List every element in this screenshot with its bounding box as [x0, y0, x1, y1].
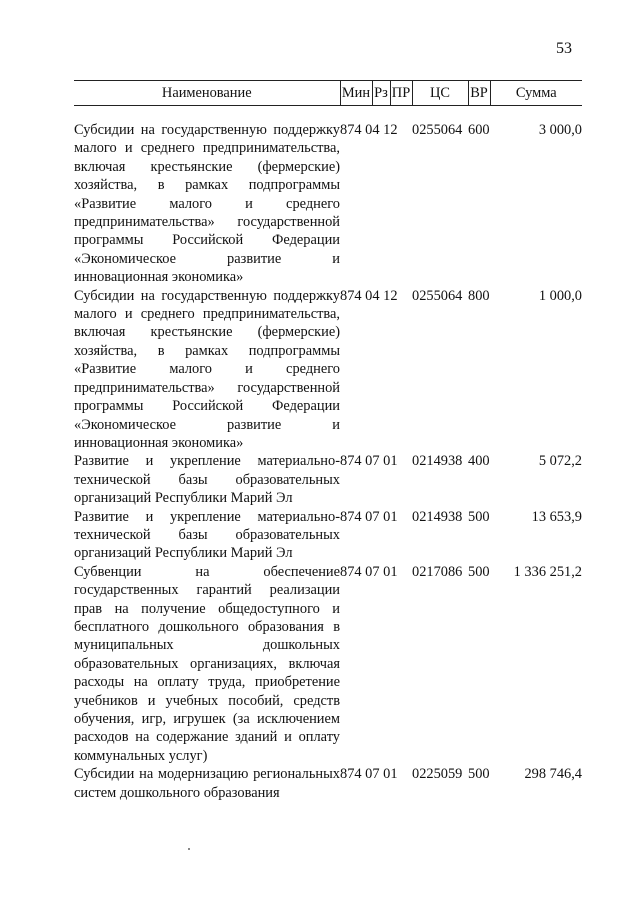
header-rz: Рз [372, 81, 390, 106]
row-vr: 600 [468, 122, 490, 138]
row-codes: 874 04 12 [340, 122, 398, 138]
row-sum: 13 653,9 [531, 508, 582, 525]
table-row [74, 508, 582, 563]
row-sum: 3 000,0 [538, 122, 582, 138]
table-row [74, 765, 582, 802]
row-name: Субсидии на модернизацию региональных систем дошкольного образования [74, 766, 340, 801]
header-name: Наименование [74, 81, 340, 106]
scan-dot [188, 848, 190, 850]
header-vr: ВР [468, 81, 490, 106]
table-row [74, 121, 582, 287]
table-header-row [74, 81, 582, 106]
row-cs: 0225059 [412, 766, 463, 783]
row-codes: 874 07 01 [340, 766, 398, 783]
row-cs: 0255064 [412, 122, 463, 138]
row-cs: 0214938 [412, 508, 463, 525]
row-name: Развитие и укрепление материально-технической базы образовательных организаций Республики Марий Эл [74, 508, 340, 562]
row-name: Субвенции на обеспечение государственных гарантий реализации прав на получение общедоступного и бесплатного дошкольного образования в муниципальных дошкольных образовательных организациях, включая расходы на оплату труда, приобретение учебников и учебных пособий, средств обучения, игр, игрушек (за исключением расходов на содержание зданий и оплату коммунальных услуг) [74, 563, 340, 764]
header-sum: Сумма [490, 81, 582, 106]
row-cs: 0217086 [412, 563, 463, 580]
row-sum: 298 746,4 [524, 766, 582, 783]
row-cs: 0255064 [412, 287, 463, 304]
header-cs: ЦС [412, 81, 468, 106]
row-sum: 1 336 251,2 [513, 563, 582, 580]
page-number: 53 [556, 40, 572, 57]
row-name: Субсидии на государственную поддержку малого и среднего предпринимательства, включая крестьянские (фермерские) хозяйства, в рамках подпрограммы «Развитие малого и среднего предпринимательства» государственной программы Российской Федерации «Экономическое развитие и инновационная экономика» [74, 287, 340, 451]
row-codes: 874 07 01 [340, 563, 398, 580]
row-name: Развитие и укрепление материально-технической базы образовательных организаций Республики Марий Эл [74, 453, 340, 507]
row-codes: 874 07 01 [340, 453, 398, 470]
table-row [74, 452, 582, 507]
table-row [74, 563, 582, 765]
table-row [74, 287, 582, 453]
row-vr: 400 [468, 453, 490, 470]
row-vr: 800 [468, 287, 490, 304]
header-pr: ПР [390, 81, 412, 106]
row-vr: 500 [468, 563, 490, 580]
budget-table [74, 80, 582, 802]
row-cs: 0214938 [412, 453, 463, 470]
header-min: Мин [340, 81, 372, 106]
row-vr: 500 [468, 766, 490, 783]
row-codes: 874 07 01 [340, 508, 398, 525]
row-sum: 1 000,0 [538, 287, 582, 304]
row-vr: 500 [468, 508, 490, 525]
row-codes: 874 04 12 [340, 287, 398, 304]
row-sum: 5 072,2 [538, 453, 582, 470]
row-name: Субсидии на государственную поддержку малого и среднего предпринимательства, включая крестьянские (фермерские) хозяйства, в рамках подпрограммы «Развитие малого и среднего предпринимательства» государственной программы Российской Федерации «Экономическое развитие и инновационная экономика» [74, 122, 340, 286]
